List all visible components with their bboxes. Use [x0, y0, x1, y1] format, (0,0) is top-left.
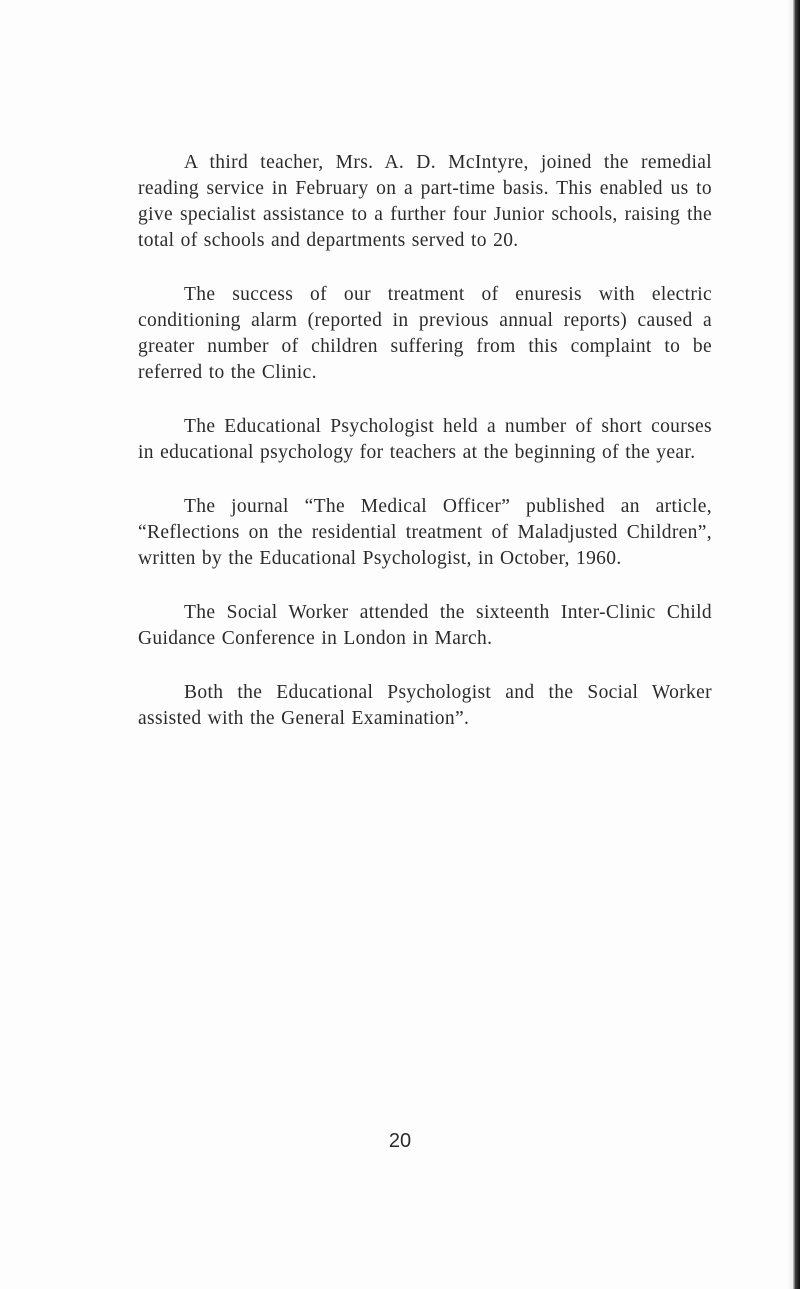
paragraph-remedial-reading: A third teacher, Mrs. A. D. McIntyre, joined the remedial reading service in February on a part-time basis. This enabled us to give specialist assistance to a further four Junior schools, raising the total of schools and departments served to 20.	[138, 152, 712, 251]
paragraph-short-courses: The Educational Psychologist held a number of short courses in educational psychology for teachers at the beginning of the year.	[138, 416, 712, 463]
page-edge-border	[793, 0, 800, 1289]
paragraph-general-examination: Both the Educational Psychologist and the Social Worker assisted with the General Examination”.	[138, 682, 712, 729]
page-number: 20	[388, 1130, 412, 1152]
paragraph-journal-article: The journal “The Medical Officer” published an article, “Reflections on the residential treatment of Maladjusted Children”, written by the Educational Psychologist, in October, 1960.	[138, 496, 712, 569]
paragraph-conference: The Social Worker attended the sixteenth Inter-Clinic Child Guidance Conference in London in March.	[138, 602, 712, 649]
paragraph-enuresis-treatment: The success of our treatment of enuresis with electric conditioning alarm (reported in previous annual reports) caused a greater number of children suffering from this complaint to be referred to the Clinic.	[138, 284, 712, 383]
body-text	[138, 150, 712, 760]
